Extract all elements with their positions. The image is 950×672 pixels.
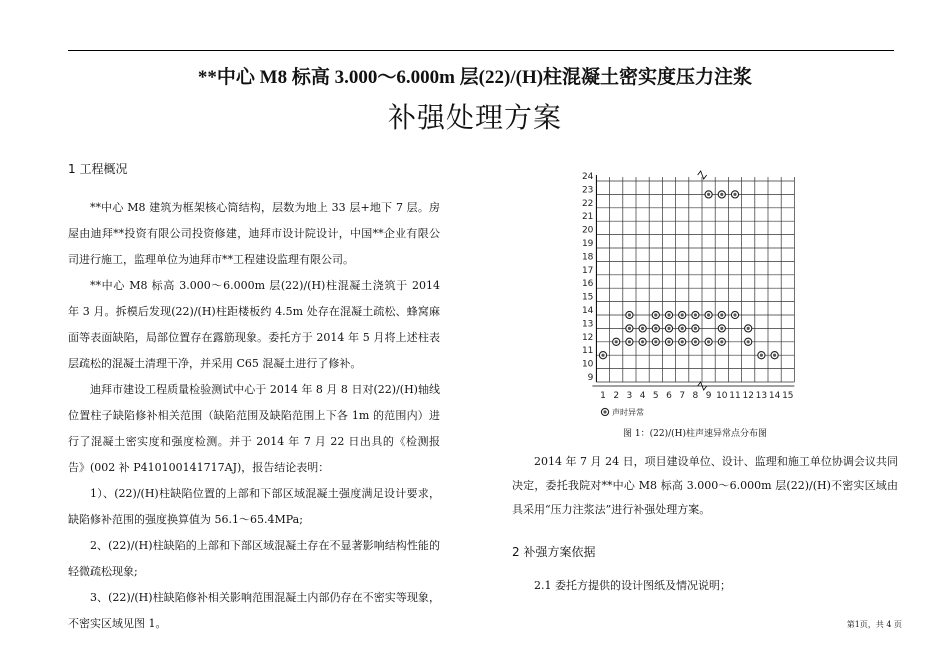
data-point-core xyxy=(641,340,644,343)
data-point-core xyxy=(628,340,631,343)
x-tick-label: 15 xyxy=(782,391,794,401)
data-point-core xyxy=(601,354,604,357)
data-point-core xyxy=(667,327,670,330)
paragraph: 2、(22)/(H)柱缺陷的上部和下部区域混凝土存在不显著影响结构性能的轻微疏松现象; xyxy=(68,539,440,578)
x-tick-label: 5 xyxy=(652,391,659,401)
data-point-core xyxy=(667,313,670,316)
paragraph: 1）、(22)/(H)柱缺陷位置的上部和下部区域混凝土强度满足设计要求，缺陷修补范围的强度换算值为 56.1～65.4MPa; xyxy=(68,487,440,526)
data-point-core xyxy=(628,327,631,330)
data-point-core xyxy=(654,313,657,316)
data-point-core xyxy=(615,340,618,343)
x-tick-label: 6 xyxy=(666,391,672,401)
data-point-core xyxy=(667,340,670,343)
y-tick-label: 20 xyxy=(581,225,594,236)
y-tick-label: 11 xyxy=(581,346,594,357)
data-point-core xyxy=(654,327,657,330)
data-point-core xyxy=(733,313,736,316)
data-point-core xyxy=(707,313,710,316)
data-point-core xyxy=(628,313,631,316)
section1-body xyxy=(68,195,440,637)
y-tick-label: 15 xyxy=(581,292,594,303)
page-footer: 第1页，共 4 页 xyxy=(846,620,902,629)
header-rule xyxy=(68,50,894,51)
velocity-anomaly-chart xyxy=(575,158,815,420)
y-tick-label: 16 xyxy=(581,279,594,290)
x-tick-label: 9 xyxy=(705,391,712,401)
data-point-core xyxy=(654,340,657,343)
data-point-core xyxy=(681,340,684,343)
y-tick-label: 18 xyxy=(581,252,594,263)
x-tick-label: 10 xyxy=(716,391,728,401)
x-tick-label: 11 xyxy=(729,391,741,401)
document-title: **中心 M8 标高 3.000～6.000m 层(22)/(H)柱混凝土密实度压力注浆 xyxy=(197,67,753,88)
y-tick-label: 12 xyxy=(581,332,594,343)
data-point-core xyxy=(681,327,684,330)
data-point-core xyxy=(694,327,697,330)
data-point-core xyxy=(694,313,697,316)
y-tick-label: 14 xyxy=(581,306,594,316)
y-tick-label: 17 xyxy=(581,265,594,276)
right-body xyxy=(512,450,898,522)
x-tick-label: 14 xyxy=(768,391,781,401)
x-tick-label: 1 xyxy=(600,391,606,401)
section2-body xyxy=(512,574,898,598)
paragraph: **中心 M8 建筑为框架核心筒结构，层数为地上 33 层+地下 7 层。房屋由迪拜**投资有限公司投资修建，迪拜市设计院设计，中国**企业有限公司进行施工，监理单位为迪拜市**工程建设监理有限公司。 xyxy=(68,201,440,266)
section1-heading: 1 工程概况 xyxy=(68,162,128,176)
data-point-core xyxy=(707,340,710,343)
document-subtitle: 补强处理方案 xyxy=(387,101,562,134)
paragraph: **中心 M8 标高 3.000～6.000m 层(22)/(H)柱混凝土浇筑于 2014 年 3 月。拆模后发现(22)/(H)柱距楼板约 4.5m 处存在混凝土疏松、蜂窝麻面等表面缺陷，局部位置存在露筋现象。委托方于 2014 年 5 月将上述柱表层疏松的混凝土清理干净，并采用 C65 混凝土进行了修补。 xyxy=(68,279,440,370)
y-tick-label: 13 xyxy=(581,319,594,330)
data-point-core xyxy=(641,327,644,330)
y-tick-label: 21 xyxy=(581,212,594,223)
y-tick-label: 19 xyxy=(581,239,594,249)
data-point-core xyxy=(747,327,750,330)
x-tick-label: 3 xyxy=(626,391,633,401)
data-point-core xyxy=(773,354,776,357)
legend-label: 声时异常 xyxy=(612,408,644,417)
x-tick-label: 13 xyxy=(755,391,768,401)
legend-symbol-core xyxy=(603,410,606,413)
section2-heading: 2 补强方案依据 xyxy=(512,545,596,559)
list-item: 2.1 委托方提供的设计图纸及情况说明； xyxy=(534,579,731,592)
y-tick-label: 22 xyxy=(581,198,594,209)
y-tick-label: 23 xyxy=(581,185,594,196)
data-point-core xyxy=(694,340,697,343)
data-point-core xyxy=(707,193,710,196)
x-tick-label: 2 xyxy=(613,391,620,401)
paragraph: 3、(22)/(H)柱缺陷修补相关影响范围混凝土内部仍存在不密实等现象，不密实区域见图 1。 xyxy=(68,591,440,630)
data-point-core xyxy=(747,340,750,343)
data-point-core xyxy=(681,313,684,316)
figure-caption: 图 1：(22)/(H)柱声速异常点分布图 xyxy=(623,429,767,439)
x-tick-label: 4 xyxy=(639,391,646,401)
data-point-core xyxy=(733,193,736,196)
data-point-core xyxy=(720,193,723,196)
x-tick-label: 8 xyxy=(692,391,699,401)
y-tick-label: 24 xyxy=(581,172,594,182)
y-tick-label: 10 xyxy=(581,359,594,370)
paragraph: 迪拜市建设工程质量检验测试中心于 2014 年 8 月 8 日对(22)/(H)轴线位置柱子缺陷修补相关范围（缺陷范围及缺陷范围上下各 1m 的范围内）进行了混凝土密实度和强度检测。并于 2014 年 7 月 22 日出具的《检测报告》(002 补 P410100141717AJ)，报告结论表明： xyxy=(68,383,440,474)
paragraph: 2014 年 7 月 24 日，项目建设单位、设计、监理和施工单位协调会议共同决定，委托我院对**中心 M8 标高 3.000～6.000m 层(22)/(H)不密实区域由具采用“压力注浆法”进行补强处理方案。 xyxy=(512,455,898,516)
data-point-core xyxy=(720,313,723,316)
data-point-core xyxy=(720,340,723,343)
x-tick-label: 12 xyxy=(742,391,754,401)
data-point-core xyxy=(720,327,723,330)
x-tick-label: 7 xyxy=(679,391,686,401)
data-point-core xyxy=(760,354,763,357)
y-tick-label: 9 xyxy=(587,373,594,383)
